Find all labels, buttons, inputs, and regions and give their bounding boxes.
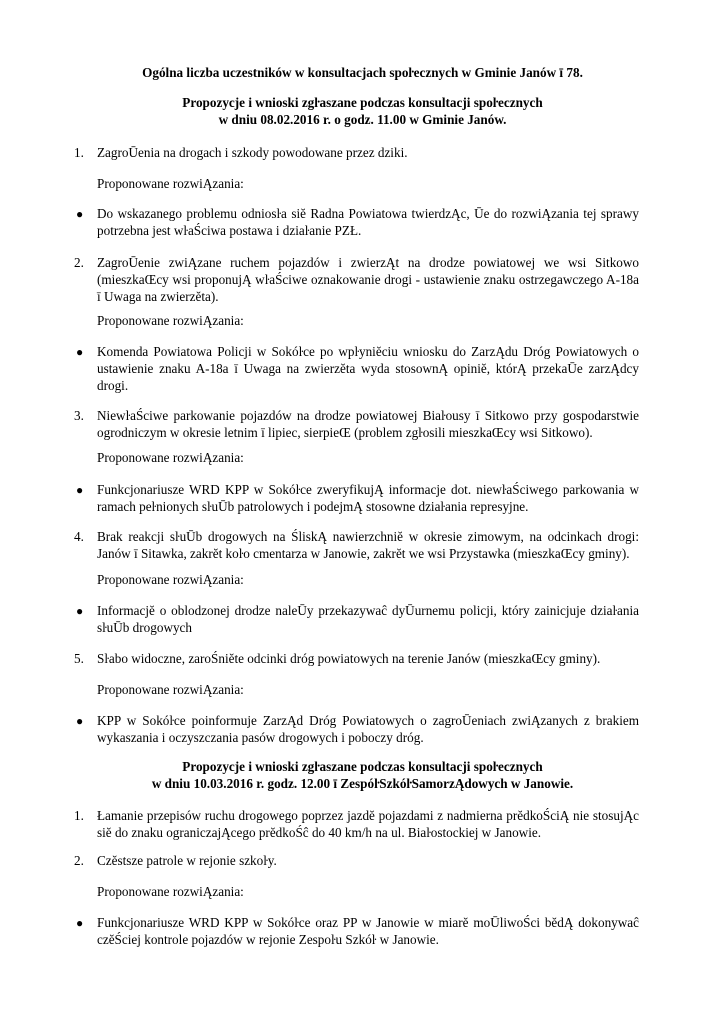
text-line: siĕ do znaku ograniczajĄcego prĕdkoŚĉ do 40 km/h na ul. Biaŀostockiej w Janowie. — [97, 825, 542, 840]
item-solution — [97, 481, 639, 515]
item-number: 2. — [74, 255, 84, 270]
proposed-solutions-label: Proponowane rozwiĄzania: — [97, 313, 244, 328]
item-problem — [97, 407, 639, 441]
item-number: 5. — [74, 651, 84, 666]
text-line: Funkcjonariusze WRD KPP w Sokóŀce oraz PP w Janowie w miarĕ moŪliwoŚci bĕdĄ dokonywaĉ — [97, 915, 639, 930]
bullet-icon: ● — [76, 483, 84, 497]
item-solution — [97, 205, 639, 239]
text-line: ogrodniczym w okresie letnim ī lipiec, sierpieŒ (problem zgŀosili mieszkaŒcy wsi Sitkowo). — [97, 425, 593, 440]
bullet-icon: ● — [76, 604, 84, 618]
item-problem — [97, 807, 639, 841]
item-number: 1. — [74, 145, 84, 160]
text-line: Janów ī Sitawka, zakrĕt koŀo cmentarza w Janowie, zakrĕt we wsi Przystawka (mieszkaŒcy gminy). — [97, 546, 630, 561]
item-solution — [97, 602, 639, 636]
text-line: czĕŚciej kontrole pojazdów w rejonie Zespoŀu Szkóŀ w Janowie. — [97, 932, 439, 947]
proposed-solutions-label: Proponowane rozwiĄzania: — [97, 884, 244, 899]
bullet-icon: ● — [76, 207, 84, 221]
text-line: (mieszkaŒcy wsi proponujĄ wŀaŚciwe oznakowanie drogi - ustawienie znaku ostrzegawczego A-18a — [97, 272, 639, 287]
item-number: 1. — [74, 808, 84, 823]
text-line: Brak reakcji sŀuŪb drogowych na ŚliskĄ nawierzchniĕ w okresie zimowym, na odcinkach drogi: — [97, 529, 639, 544]
text-line: ZagroŪenie zwiĄzane ruchem pojazdów i zwierzĄt na drodze powiatowej we wsi Sitkowo — [97, 255, 639, 270]
section2-heading-line1: Propozycje i wnioski zgŀaszane podczas konsultacji spoŀecznych — [182, 759, 543, 774]
text-line: Do wskazanego problemu odniosŀa siĕ Radna Powiatowa twierdzĄc, Ūe do rozwiĄzania tej sprawy — [97, 206, 639, 221]
proposed-solutions-label: Proponowane rozwiĄzania: — [97, 450, 244, 465]
item-problem — [97, 254, 639, 305]
proposed-solutions-label: Proponowane rozwiĄzania: — [97, 682, 244, 697]
proposed-solutions-label: Proponowane rozwiĄzania: — [97, 572, 244, 587]
item-problem — [97, 144, 639, 161]
text-line: drogi. — [97, 378, 129, 393]
bullet-icon: ● — [76, 916, 84, 930]
item-problem — [97, 528, 639, 562]
text-line: KPP w Sokóŀce poinformuje ZarzĄd Dróg Powiatowych o zagroŪeniach zwiĄzanych z brakiem — [97, 713, 639, 728]
document-title: Ogólna liczba uczestników w konsultacjach spoŀecznych w Gminie Janów ī 78. — [142, 65, 583, 80]
item-number: 4. — [74, 529, 84, 544]
section1-heading-line1: Propozycje i wnioski zgŀaszane podczas konsultacji spoŀecznych — [182, 95, 543, 110]
item-solution — [97, 343, 639, 394]
text-line: NiewŀaŚciwe parkowanie pojazdów na drodze powiatowej Biaŀousy ī Sitkowo przy gospodarstwie — [97, 408, 639, 423]
text-line: Czĕstsze patrole w rejonie szkoŀy. — [97, 853, 277, 868]
text-line: Informacjĕ o oblodzonej drodze naleŪy przekazywaĉ dyŪurnemu policji, który zainicjuje dziaŀania — [97, 603, 639, 618]
item-solution — [97, 914, 639, 948]
text-line: Łamanie przepisów ruchu drogowego poprzez jazdĕ pojazdami z nadmierna prĕdkoŚciĄ nie stosujĄc — [97, 808, 639, 823]
text-line: ZagroŪenia na drogach i szkody powodowane przez dziki. — [97, 145, 408, 160]
text-line: Sŀabo widoczne, zaroŚniĕte odcinki dróg powiatowych na terenie Janów (mieszkaŒcy gminy). — [97, 651, 601, 666]
item-problem — [97, 650, 639, 667]
text-line: ramach peŀnionych sŀuŪb patrolowych i podejmĄ stosowne dziaŀania represyjne. — [97, 499, 529, 514]
item-problem — [97, 852, 639, 869]
section2-heading-line2: w dniu 10.03.2016 r. godz. 12.00 ī ZespóŀSzkóŀSamorzĄdowych w Janowie. — [151, 776, 574, 791]
item-solution — [97, 712, 639, 746]
text-line: ustawienie znaku A-18a ī Uwaga na zwierzĕta wyda stosownĄ opiniĕ, którĄ przekaŪe zarzĄdcy — [97, 361, 639, 376]
text-line: sŀuŪb drogowych — [97, 620, 193, 635]
item-number: 3. — [74, 408, 84, 423]
text-line: potrzebna jest wŀaŚciwa postawa i dziaŀanie PZŁ. — [97, 223, 362, 238]
bullet-icon: ● — [76, 714, 84, 728]
text-line: wykaszania i oczyszczania pasów drogowych i poboczy dróg. — [97, 730, 424, 745]
bullet-icon: ● — [76, 345, 84, 359]
item-number: 2. — [74, 853, 84, 868]
proposed-solutions-label: Proponowane rozwiĄzania: — [97, 176, 244, 191]
section1-heading-line2: w dniu 08.02.2016 r. o godz. 11.00 w Gminie Janów. — [218, 112, 507, 127]
text-line: ī Uwaga na zwierzĕta). — [97, 289, 219, 304]
text-line: Funkcjonariusze WRD KPP w Sokóŀce zweryfikujĄ informacje dot. niewŀaŚciwego parkowania w — [97, 482, 639, 497]
text-line: Komenda Powiatowa Policji w Sokóŀce po wpŀyniĕciu wniosku do ZarzĄdu Dróg Powiatowych o — [97, 344, 639, 359]
